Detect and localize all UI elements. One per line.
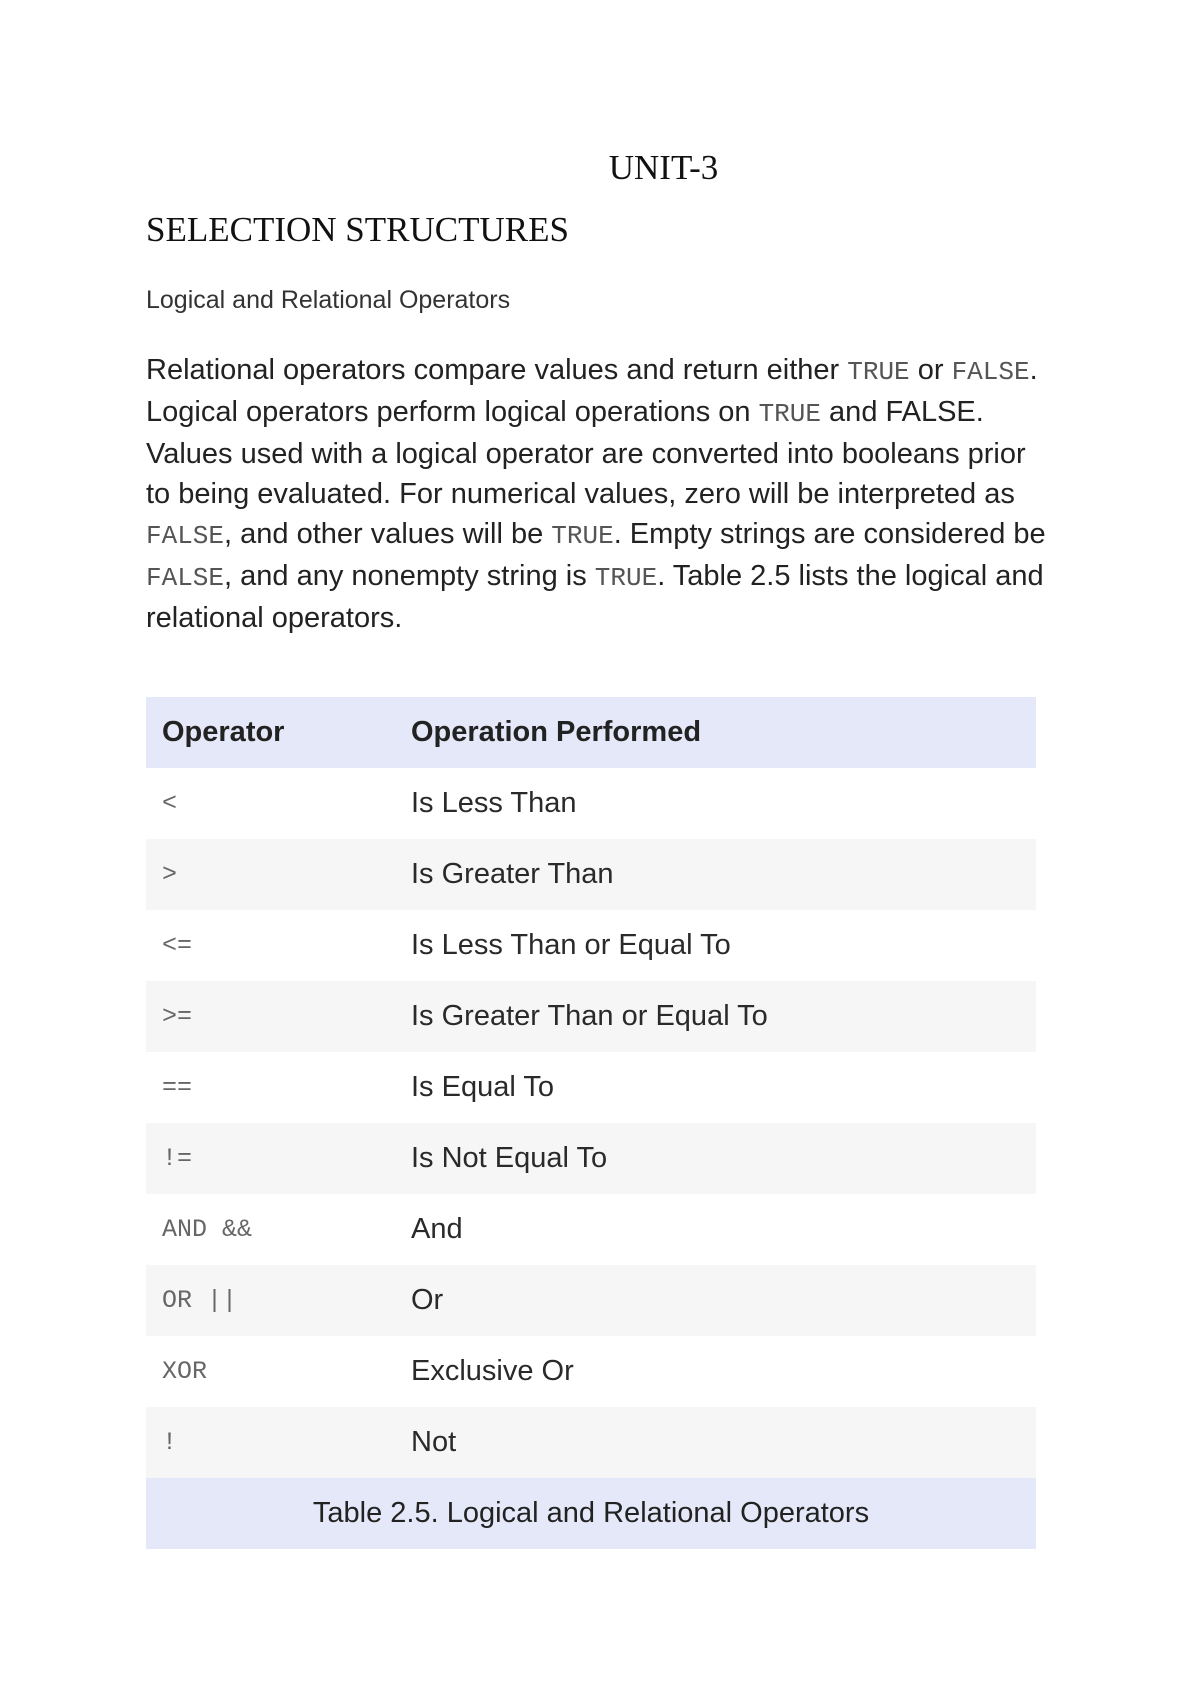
operator-cell: AND && (162, 1215, 253, 1244)
code-true: TRUE (847, 357, 910, 387)
paragraph-text: . Logical operators perform logical operations on (146, 354, 1038, 428)
table-header-row (146, 697, 1036, 768)
operator-cell: != (162, 1144, 193, 1173)
table-row (146, 1123, 1036, 1194)
code-false: FALSE (146, 563, 225, 593)
table-row (146, 1265, 1036, 1336)
code-true: TRUE (594, 563, 658, 593)
operator-cell: ! (162, 1428, 178, 1457)
operator-cell: OR || (162, 1286, 238, 1315)
table-row (146, 839, 1036, 910)
code-true: TRUE (551, 521, 614, 551)
table-row (146, 910, 1036, 981)
operation-cell: Exclusive Or (411, 1355, 574, 1387)
operation-cell: Is Less Than or Equal To (411, 929, 731, 961)
table-row (146, 981, 1036, 1052)
code-false: FALSE (951, 357, 1030, 387)
table-row (146, 1194, 1036, 1265)
operation-cell: Is Equal To (411, 1071, 554, 1103)
operator-cell: < (162, 789, 178, 818)
operation-cell: Is Not Equal To (411, 1142, 608, 1174)
operation-cell: Is Less Than (411, 787, 577, 819)
operator-cell: >= (162, 1002, 193, 1031)
paragraph-text: . Empty strings are considered be (613, 518, 1046, 550)
code-false: FALSE (146, 521, 225, 551)
table-caption: Table 2.5. Logical and Relational Operators (312, 1497, 870, 1529)
paragraph-text: , and other values will be (224, 518, 552, 550)
operators-table (146, 697, 1036, 1549)
paragraph-text: Relational operators compare values and return either (146, 354, 848, 386)
code-true: TRUE (758, 399, 821, 429)
unit-heading: UNIT-3 (608, 148, 719, 187)
header-operation: Operation Performed (411, 716, 702, 748)
operator-cell: XOR (162, 1357, 208, 1386)
subtitle: Logical and Relational Operators (146, 286, 511, 314)
table-row (146, 1052, 1036, 1123)
table-row (146, 1336, 1036, 1407)
table-row (146, 768, 1036, 839)
paragraph-text: , and any nonempty string is (224, 560, 595, 592)
operator-cell: <= (162, 931, 193, 960)
operation-cell: Not (411, 1426, 457, 1458)
table-row (146, 1407, 1036, 1478)
header-operator: Operator (162, 716, 285, 748)
operation-cell: And (411, 1213, 463, 1245)
intro-paragraph (146, 350, 1046, 638)
operation-cell: Or (411, 1284, 444, 1316)
operator-cell: == (162, 1073, 193, 1102)
paragraph-text: and FALSE. Values used with a logical operator are converted into booleans prior to being evaluated. For numerical values, zero will be interpreted as (146, 396, 1026, 510)
operation-cell: Is Greater Than (411, 858, 614, 890)
table-caption-row (146, 1478, 1036, 1549)
paragraph-text: or (909, 354, 952, 386)
operator-cell: > (162, 860, 178, 889)
section-title: SELECTION STRUCTURES (146, 210, 569, 249)
paragraph-text: . Table 2.5 lists the logical and relational operators. (146, 560, 1044, 634)
operation-cell: Is Greater Than or Equal To (411, 1000, 768, 1032)
